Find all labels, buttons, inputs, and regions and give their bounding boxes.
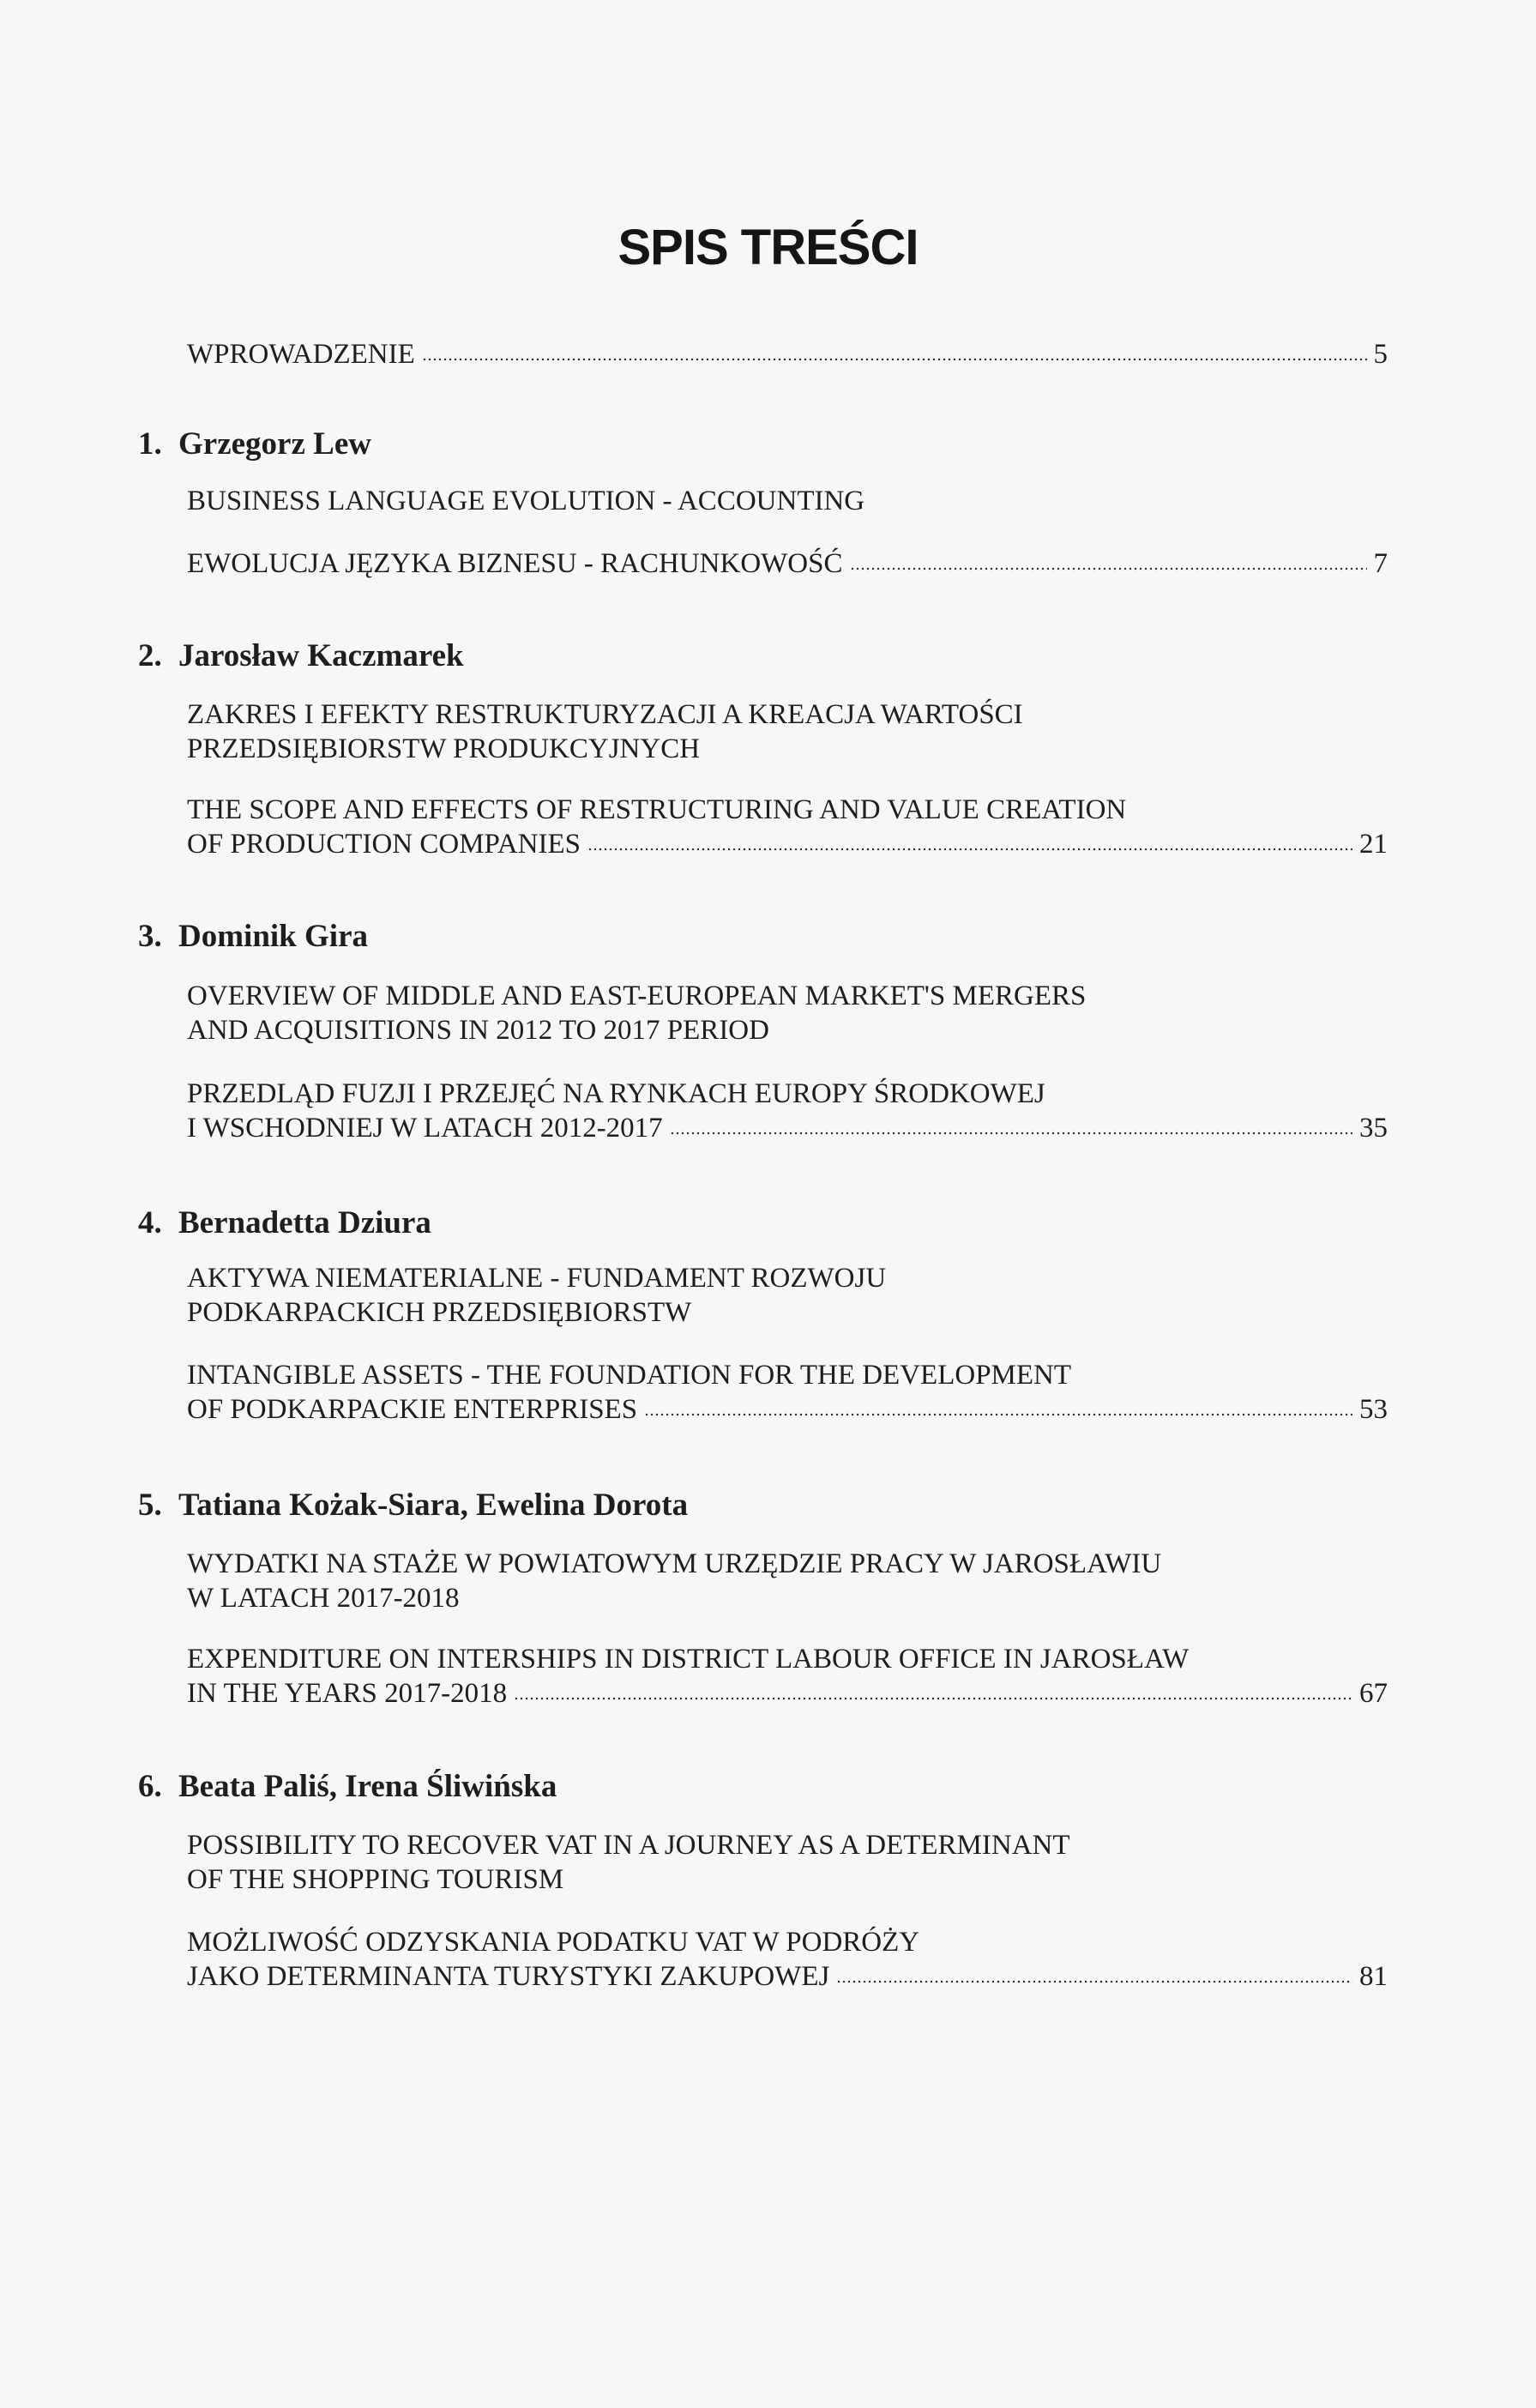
author-name: Bernadetta Dziura (178, 1205, 431, 1240)
author-name: Grzegorz Lew (178, 426, 371, 462)
page-number: 81 (1359, 1961, 1388, 1992)
page-title: SPIS TREŚCI (617, 220, 919, 275)
chapter-author (138, 639, 464, 673)
chapter-author (138, 1770, 557, 1804)
page-number: 67 (1359, 1678, 1388, 1709)
dot-leader (670, 1132, 1352, 1135)
title-line: EXPENDITURE ON INTERSHIPS IN DISTRICT LABOUR OFFICE IN JAROSŁAW (187, 1644, 1190, 1675)
chapter-title-primary[interactable] (187, 697, 1388, 766)
title-line: PRZEDLĄD FUZJI I PRZEJĘĆ NA RYNKACH EUROPY ŚRODKOWEJ (187, 1078, 1045, 1109)
dot-leader (836, 1980, 1352, 1983)
page-number: 7 (1373, 548, 1388, 579)
chapter-title-primary[interactable] (187, 979, 1388, 1047)
title-line: MOŻLIWOŚĆ ODZYSKANIA PODATKU VAT W PODRÓŻY (187, 1927, 920, 1958)
entry-title: WPROWADZENIE (187, 339, 415, 370)
toc-entry-intro[interactable] (187, 337, 1388, 371)
title-line: PRZEDSIĘBIORSTW PRODUKCYJNYCH (187, 733, 701, 764)
chapter-title-secondary[interactable] (187, 1077, 1388, 1145)
chapter-title-secondary[interactable] (187, 793, 1388, 861)
chapter-number: 2. (138, 638, 162, 673)
title-line: AND ACQUISITIONS IN 2012 TO 2017 PERIOD (187, 1015, 769, 1046)
author-name: Jarosław Kaczmarek (178, 638, 464, 673)
chapter-number: 6. (138, 1769, 162, 1804)
chapter-title-primary[interactable] (187, 1547, 1388, 1615)
chapter-title-primary[interactable] (187, 1261, 1388, 1330)
page-number: 35 (1359, 1113, 1388, 1144)
dot-leader (587, 848, 1352, 851)
chapter-title-secondary[interactable] (187, 1642, 1388, 1711)
title-line: OVERVIEW OF MIDDLE AND EAST-EUROPEAN MARKET'S MERGERS (187, 981, 1087, 1011)
chapter-title-secondary[interactable] (187, 546, 1388, 581)
chapter-number: 1. (138, 426, 162, 462)
chapter-number: 5. (138, 1488, 162, 1523)
title-line: JAKO DETERMINANTA TURYSTYKI ZAKUPOWEJ (187, 1961, 830, 1992)
chapter-number: 3. (138, 919, 162, 954)
title-line: POSSIBILITY TO RECOVER VAT IN A JOURNEY AS A DETERMINANT (187, 1830, 1070, 1861)
title-line: EWOLUCJA JĘZYKA BIZNESU - RACHUNKOWOŚĆ (187, 548, 843, 579)
title-line: OF PODKARPACKIE ENTERPRISES (187, 1394, 638, 1425)
dot-leader (514, 1697, 1352, 1700)
page-number: 21 (1359, 829, 1388, 860)
title-line: IN THE YEARS 2017-2018 (187, 1678, 508, 1709)
dot-leader (644, 1413, 1352, 1416)
title-line: ZAKRES I EFEKTY RESTRUKTURYZACJI A KREACJA WARTOŚCI (187, 699, 1023, 730)
title-line: W LATACH 2017-2018 (187, 1583, 460, 1614)
chapter-author (138, 1488, 688, 1523)
chapter-author (138, 427, 371, 462)
dot-leader (850, 567, 1367, 570)
title-line: BUSINESS LANGUAGE EVOLUTION - ACCOUNTING (187, 486, 865, 516)
chapter-title-secondary[interactable] (187, 1925, 1388, 1994)
chapter-title-secondary[interactable] (187, 1358, 1388, 1427)
author-name: Dominik Gira (178, 919, 368, 954)
chapter-author (138, 1206, 431, 1240)
title-line: INTANGIBLE ASSETS - THE FOUNDATION FOR THE DEVELOPMENT (187, 1360, 1072, 1391)
page-number: 5 (1373, 339, 1388, 370)
title-line: THE SCOPE AND EFFECTS OF RESTRUCTURING AND VALUE CREATION (187, 794, 1127, 825)
title-line: I WSCHODNIEJ W LATACH 2012-2017 (187, 1113, 663, 1144)
title-line: PODKARPACKICH PRZEDSIĘBIORSTW (187, 1297, 692, 1328)
page-number: 53 (1359, 1394, 1388, 1425)
chapter-title-primary[interactable] (187, 1828, 1388, 1897)
title-line: AKTYWA NIEMATERIALNE - FUNDAMENT ROZWOJU (187, 1263, 887, 1294)
author-name: Tatiana Kożak-Siara, Ewelina Dorota (178, 1488, 689, 1523)
chapter-author (138, 920, 368, 954)
chapter-number: 4. (138, 1205, 162, 1240)
title-line: OF THE SHOPPING TOURISM (187, 1864, 564, 1895)
chapter-title-primary[interactable] (187, 484, 1388, 518)
author-name: Beata Paliś, Irena Śliwińska (178, 1769, 557, 1804)
title-line: WYDATKI NA STAŻE W POWIATOWYM URZĘDZIE PRACY W JAROSŁAWIU (187, 1548, 1162, 1579)
dot-leader (422, 358, 1367, 361)
title-line: OF PRODUCTION COMPANIES (187, 829, 581, 860)
